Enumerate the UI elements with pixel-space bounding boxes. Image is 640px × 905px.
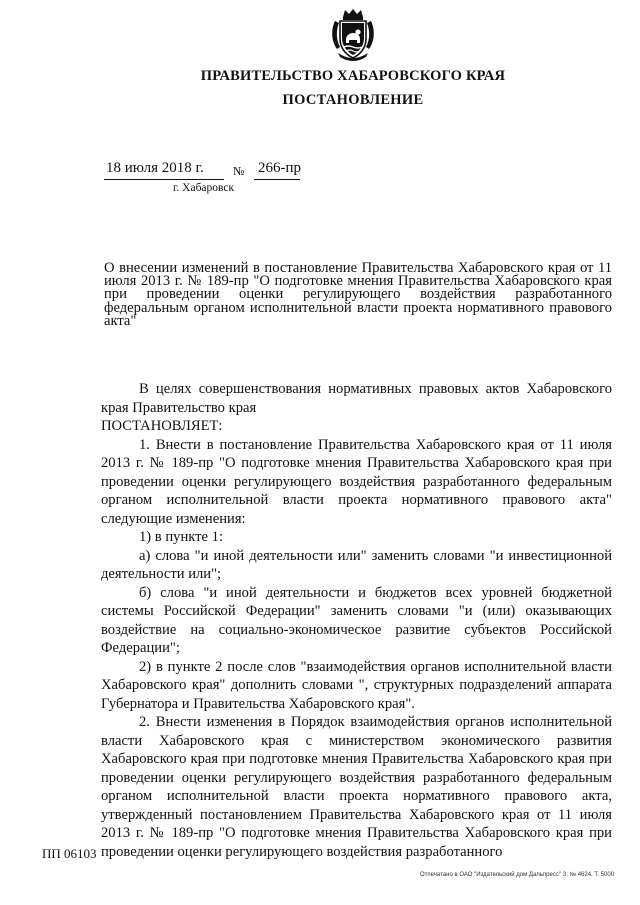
clause-1-paragraph: 1. Внести в постановление Правительства Хабаровского края от 11 июля 2013 г. № 189-пр "О подготовке мнения Правительства Хабаровского края при проведении оценки регулирующего воздействия разработанного федеральным органом исполнительной власти проекта нормативного правового акта" следующие изменения:: [101, 436, 612, 527]
document-body: [101, 380, 612, 861]
coat-of-arms-icon: [329, 7, 377, 63]
document-subject: О внесении изменений в постановление Правительства Хабаровского края от 11 июля 2013 г. № 189-пр "О подготовке мнения Правительства Хабаровского края при проведении оценки регулирующего воздействия разработанного федеральным органом исполнительной власти проекта нормативного правового акта": [104, 260, 612, 329]
government-title: ПРАВИТЕЛЬСТВО ХАБАРОВСКОГО КРАЯ: [200, 68, 506, 84]
document-type-title: ПОСТАНОВЛЕНИЕ: [282, 92, 424, 108]
subclause-2-paragraph: 2) в пункте 2 после слов "взаимодействия органов исполнительной власти Хабаровского края" дополнить словами ", структурных подразделений аппарата Губернатора и Правительства Хабаровского края".: [101, 658, 612, 712]
document-number: 266-пр: [258, 160, 302, 176]
number-sign: №: [233, 164, 245, 178]
subclause-1b-paragraph: б) слова "и иной деятельности и бюджетов всех уровней бюджетной системы Российской Федерации" заменить словами "и (или) оказывающих воздействие на социально-экономическое развитие субъектов Российской Федерации";: [101, 584, 612, 656]
preamble-paragraph: В целях совершенствования нормативных правовых актов Хабаровского края Правительство края: [101, 381, 612, 416]
subclause-1-paragraph: 1) в пункте 1:: [139, 529, 224, 545]
number-underline: [254, 179, 300, 180]
clause-2-paragraph: 2. Внести изменения в Порядок взаимодействия органов исполнительной власти Хабаровского края с министерством экономического развития Хабаровского края при подготовке мнения Правительства Хабаровского края при проведении оценки регулирующего воздействия разработанного федеральным органом исполнительной власти проекта нормативного правового акта, утвержденный постановлением Правительства Хабаровского края от 11 июля 2013 г. № 189-пр "О подготовке мнения Правительства Хабаровского края при проведении оценки регулирующего воздействия разработанного: [101, 714, 612, 860]
document-city: г. Хабаровск: [173, 182, 235, 194]
date-underline: [104, 179, 224, 180]
document-date: 18 июля 2018 г.: [106, 160, 204, 176]
printer-imprint: Отпечатано в ОАО "Издательский дом Дальпресс" З. № 4624. Т. 5000: [420, 872, 615, 878]
subclause-1a-paragraph: а) слова "и иной деятельности или" заменить словами "и инвестиционной деятельности или";: [101, 547, 612, 582]
resolves-heading: ПОСТАНОВЛЯЕТ:: [101, 418, 223, 434]
footer-code: ПП 06103: [42, 846, 97, 861]
